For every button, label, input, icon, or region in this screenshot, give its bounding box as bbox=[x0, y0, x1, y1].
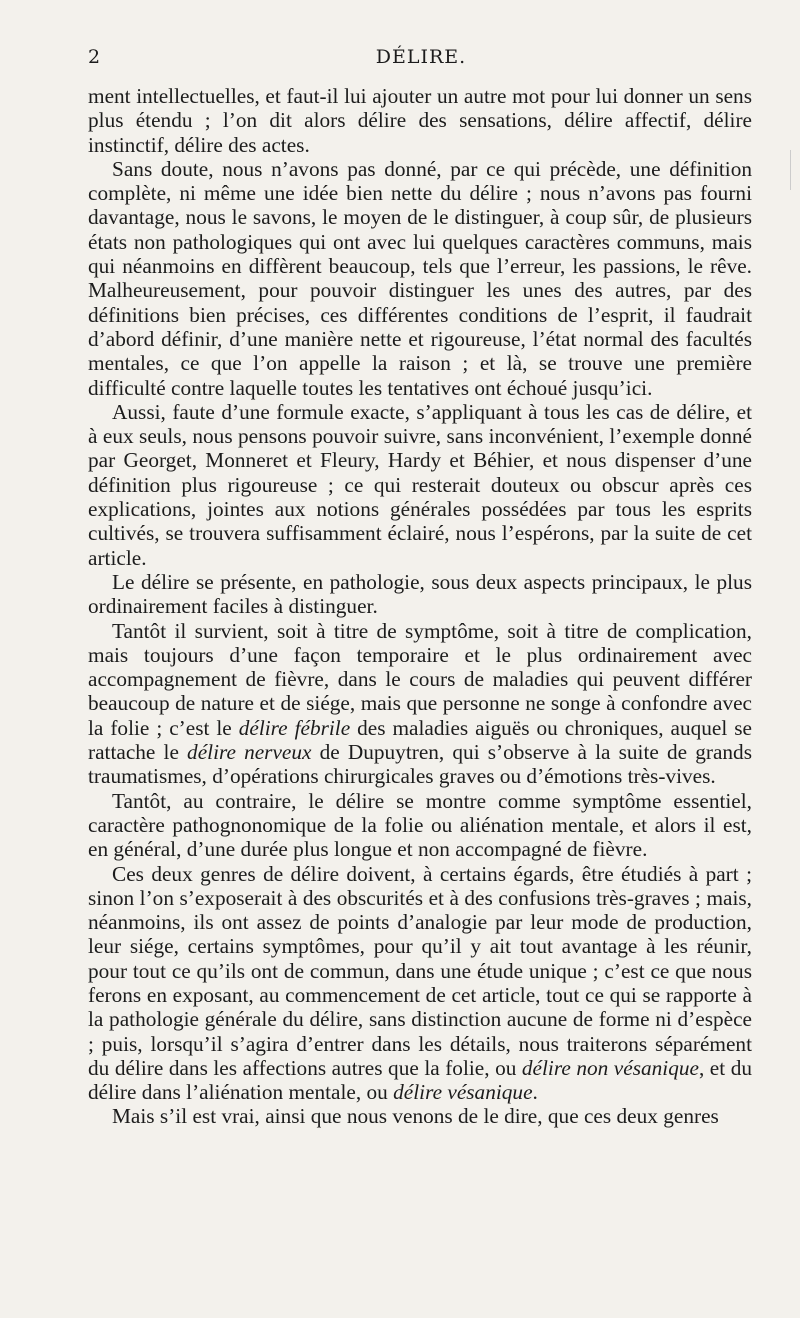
italic-term: délire fébrile bbox=[238, 715, 351, 740]
text-segment: des maladies aiguës ou chroniques, auquel se rattache le bbox=[88, 715, 752, 765]
paragraph bbox=[88, 1104, 752, 1128]
paragraph bbox=[88, 84, 752, 157]
text-segment: ment intellectuelles, et faut-il lui ajouter un autre mot pour lui donner un sens plus étendu ; l’on dit alors délire des sensations, délire affectif, délire instinctif, délire des actes. bbox=[88, 84, 752, 157]
paragraph bbox=[88, 619, 752, 789]
text-segment: Tantôt, au contraire, le délire se montre comme symptôme essentiel, caractère pathognonomique de la folie ou aliénation mentale, et alors il est, en général, d’une durée plus longue et non accompagné de fièvre. bbox=[88, 788, 752, 862]
text-segment: Mais s’il est vrai, ainsi que nous venons de le dire, que ces deux genres bbox=[112, 1104, 719, 1129]
text-segment: Le délire se présente, en pathologie, sous deux aspects principaux, le plus ordinairement faciles à distinguer. bbox=[88, 569, 752, 619]
paragraph bbox=[88, 157, 752, 400]
text-segment: Ces deux genres de délire doivent, à certains égards, être étudiés à part ; sinon l’on s’exposerait à des obscurités et à des confusions très-graves ; mais, néanmoins, ils ont assez de points d’analogie par leur mode de production, leur siége, certains symptômes, pour qu’il y ait tout avantage à les réunir, pour tout ce qu’ils ont de commun, dans une étude unique ; c’est ce que nous ferons en exposant, au commencement de cet article, tout ce qui se rapporte à la pathologie générale du délire, sans distinction aucune de forme ni d’espèce ; puis, lorsqu’il s’agira d’entrer dans les détails, nous traiterons séparément du délire dans les affections autres que la folie, ou bbox=[88, 861, 752, 1080]
margin-mark bbox=[790, 150, 791, 190]
text-segment: . bbox=[532, 1080, 538, 1105]
paragraph bbox=[88, 789, 752, 862]
italic-term: délire vésanique bbox=[393, 1080, 533, 1105]
body-text bbox=[88, 84, 752, 1129]
paragraph bbox=[88, 400, 752, 570]
text-segment: de Dupuytren, qui s’observe à la suite de grands traumatismes, d’opérations chirurgicales graves ou d’émotions très-vives. bbox=[88, 740, 752, 789]
italic-term: délire non vésanique bbox=[521, 1055, 699, 1080]
text-segment: Sans doute, nous n’avons pas donné, par ce qui précède, une définition complète, ni même une idée bien nette du délire ; nous n’avons pas fourni davantage, nous le savons, le moyen de le distinguer, à coup sûr, de plusieurs états non pathologiques qui ont avec lui quelques caractères communs, mais qui néanmoins en diffèrent beaucoup, tels que l’erreur, les passions, le rêve. Malheureusement, pour pouvoir distinguer les unes des autres, par des définitions bien précises, ces différentes conditions de l’esprit, il faudrait d’abord définir, d’une manière nette et rigoureuse, l’état normal des facultés mentales, ce que l’on appelle la raison ; et là, se trouve une première difficulté contre laquelle toutes les tentatives ont échoué jusqu’ici. bbox=[88, 156, 752, 400]
text-segment: , et du délire dans l’aliénation mentale, ou bbox=[88, 1055, 752, 1105]
page-header bbox=[88, 46, 754, 76]
text-segment: Aussi, faute d’une formule exacte, s’appliquant à tous les cas de délire, et à eux seuls, nous pensons pouvoir suivre, sans inconvénient, l’exemple donné par Georget, Monneret et Fleury, Hardy et Béhier, et nous dispenser d’une définition plus rigoureuse ; ce qui resterait douteux ou obscur après ces explications, jointes aux notions générales possédées par tous les esprits cultivés, se trouvera suffisamment éclairé, nous l’espérons, par la suite de cet article. bbox=[88, 399, 752, 570]
running-title: DÉLIRE. bbox=[375, 46, 467, 68]
italic-term: délire nerveux bbox=[187, 740, 312, 765]
text-segment: Tantôt il survient, soit à titre de symptôme, soit à titre de complication, mais toujours d’une façon temporaire et le plus ordinairement avec accompagnement de fièvre, dans le cours de maladies qui peuvent différer beaucoup de nature et de siége, mais que personne ne songe à confondre avec la folie ; c’est le bbox=[88, 618, 752, 740]
page-number: 2 bbox=[88, 46, 101, 68]
paragraph bbox=[88, 570, 752, 619]
paragraph bbox=[88, 862, 752, 1105]
